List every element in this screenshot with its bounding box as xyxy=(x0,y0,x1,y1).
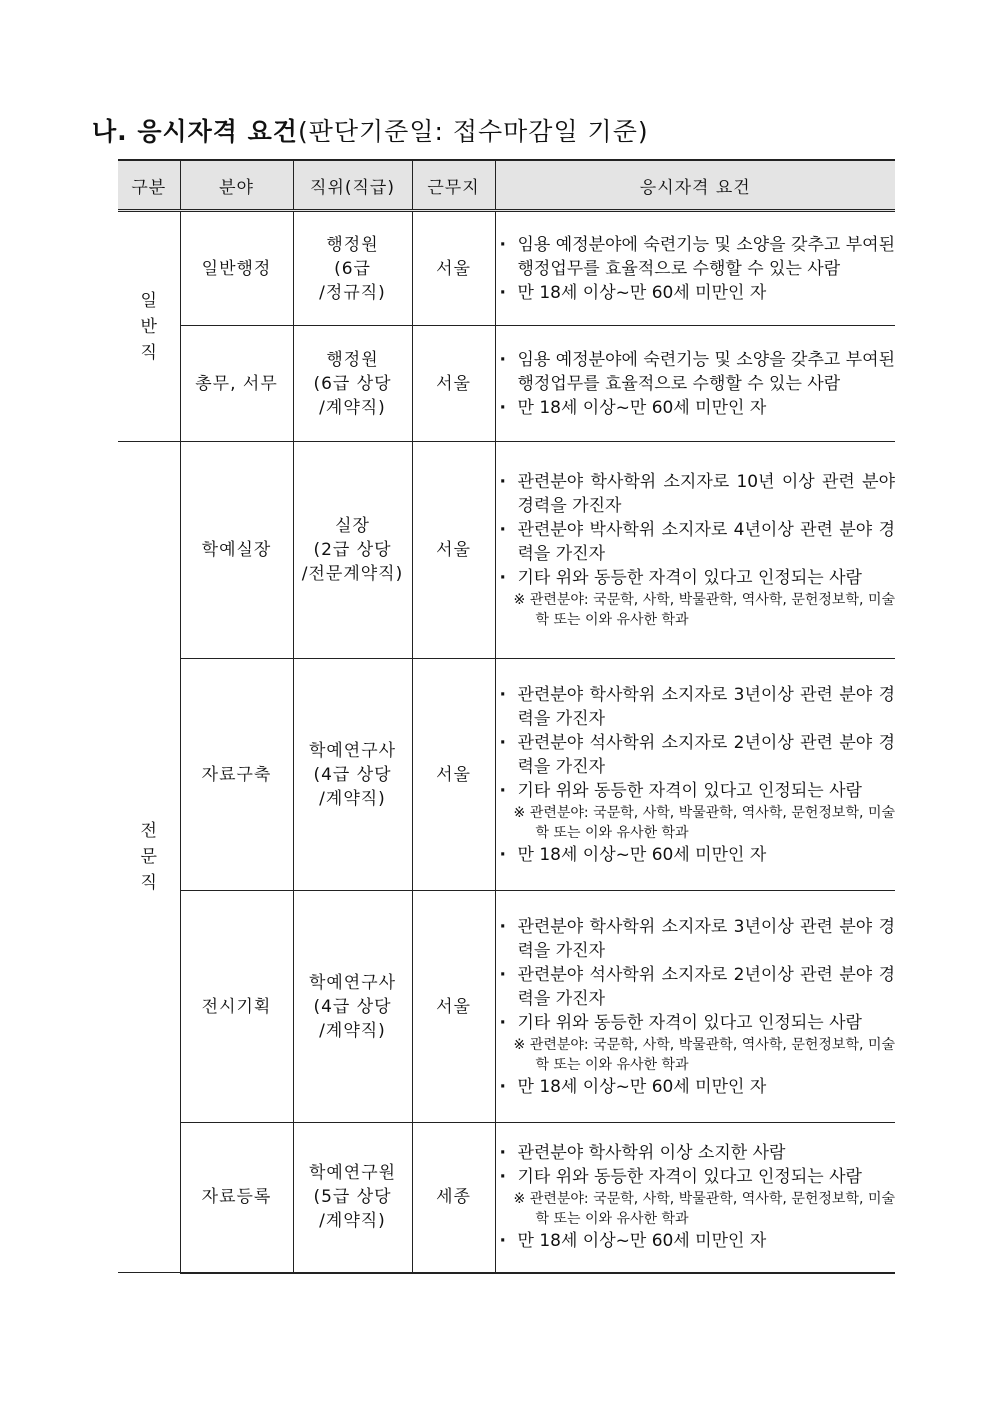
position-line: 학예연구원 xyxy=(308,1163,397,1184)
position-line: 학예연구사 xyxy=(308,972,397,993)
header-position: 직위(직급) xyxy=(293,160,412,211)
position-line: 행정원 xyxy=(326,349,379,370)
requirement-item: · 만 18세 이상~만 60세 미만인 자 xyxy=(496,1075,896,1099)
section-heading xyxy=(92,112,649,148)
position-line: /계약직) xyxy=(319,1211,386,1232)
table-header-row xyxy=(118,160,895,211)
table-row xyxy=(118,442,895,659)
position-cell xyxy=(293,211,412,326)
requirement-item: · 만 18세 이상~만 60세 미만인 자 xyxy=(496,396,896,420)
location-cell: 세종 xyxy=(412,1123,495,1273)
table-row xyxy=(118,1123,895,1273)
requirements-cell xyxy=(495,659,895,891)
position-line: (6급 상당 xyxy=(313,373,392,394)
requirement-item: · 만 18세 이상~만 60세 미만인 자 xyxy=(496,843,896,867)
requirement-item: · 만 18세 이상~만 60세 미만인 자 xyxy=(496,281,896,305)
position-cell xyxy=(293,1123,412,1273)
requirements-cell xyxy=(495,442,895,659)
requirement-item: · 관련분야 학사학위 소지자로 3년이상 관련 분야 경력을 가진자 xyxy=(496,915,896,963)
position-line: (2급 상당 xyxy=(313,540,392,560)
position-line: (4급 상당 xyxy=(313,764,392,785)
position-line: /계약직) xyxy=(319,1020,386,1041)
location-cell: 서울 xyxy=(412,891,495,1123)
requirements-cell xyxy=(495,326,895,442)
field-cell: 전시기획 xyxy=(180,891,293,1123)
category-cell xyxy=(118,442,180,1273)
requirements-cell xyxy=(495,891,895,1123)
requirement-item: · 관련분야 학사학위 소지자로 10년 이상 관련 분야 경력을 가진자 xyxy=(496,470,896,518)
requirement-item: · 관련분야 학사학위 이상 소지한 사람 xyxy=(496,1141,896,1165)
requirement-note: ※ 관련분야: 국문학, 사학, 박물관학, 역사학, 문헌정보학, 미술학 또는 이와 유사한 학과 xyxy=(513,592,895,628)
header-requirements: 응시자격 요건 xyxy=(495,160,895,211)
requirement-item: · 기타 위와 동등한 자격이 있다고 인정되는 사람 xyxy=(496,779,896,803)
location-cell: 서울 xyxy=(412,659,495,891)
table-row xyxy=(118,659,895,891)
header-field: 분야 xyxy=(180,160,293,211)
position-cell xyxy=(293,659,412,891)
category-label: 전문직 xyxy=(140,821,157,893)
category-cell xyxy=(118,211,180,442)
field-cell: 일반행정 xyxy=(180,211,293,326)
field-cell: 자료등록 xyxy=(180,1123,293,1273)
position-line: 실장 xyxy=(335,516,370,536)
requirements-cell xyxy=(495,211,895,326)
position-cell xyxy=(293,326,412,442)
requirement-item: · 임용 예정분야에 숙련기능 및 소양을 갖추고 부여된 행정업무를 효율적으로 수행할 수 있는 사람 xyxy=(496,348,896,396)
table-row xyxy=(118,891,895,1123)
requirement-note: ※ 관련분야: 국문학, 사학, 박물관학, 역사학, 문헌정보학, 미술학 또는 이와 유사한 학과 xyxy=(513,1191,895,1228)
qualification-table xyxy=(118,159,895,1274)
requirement-item: · 관련분야 석사학위 소지자로 2년이상 관련 분야 경력을 가진자 xyxy=(496,963,896,1011)
position-line: (5급 상당 xyxy=(313,1187,392,1208)
requirement-item: · 만 18세 이상~만 60세 미만인 자 xyxy=(496,1229,896,1253)
position-line: /계약직) xyxy=(319,397,386,418)
field-cell: 학예실장 xyxy=(180,442,293,659)
position-line: /정규직) xyxy=(319,282,386,303)
position-line: 학예연구사 xyxy=(308,740,397,761)
position-line: 행정원 xyxy=(326,234,379,255)
requirement-item: · 기타 위와 동등한 자격이 있다고 인정되는 사람 xyxy=(496,1011,896,1035)
position-cell xyxy=(293,891,412,1123)
requirement-note: ※ 관련분야: 국문학, 사학, 박물관학, 역사학, 문헌정보학, 미술학 또는 이와 유사한 학과 xyxy=(513,1036,895,1073)
position-line: (6급 xyxy=(334,258,371,279)
position-line: /계약직) xyxy=(319,788,386,809)
location-cell: 서울 xyxy=(412,442,495,659)
requirement-item: · 기타 위와 동등한 자격이 있다고 인정되는 사람 xyxy=(496,1165,896,1189)
field-cell: 총무, 서무 xyxy=(180,326,293,442)
position-line: /전문계약직) xyxy=(301,564,404,584)
requirement-item: · 기타 위와 동등한 자격이 있다고 인정되는 사람 xyxy=(496,566,896,590)
position-cell xyxy=(293,442,412,659)
header-location: 근무지 xyxy=(412,160,495,211)
requirement-item: · 임용 예정분야에 숙련기능 및 소양을 갖추고 부여된 행정업무를 효율적으로 수행할 수 있는 사람 xyxy=(496,233,896,281)
table-row xyxy=(118,326,895,442)
section-heading-title: 나. 응시자격 요건 xyxy=(92,117,298,146)
location-cell: 서울 xyxy=(412,211,495,326)
header-category: 구분 xyxy=(118,160,180,211)
category-label: 일반직 xyxy=(140,290,157,363)
section-heading-basis: (판단기준일: 접수마감일 기준) xyxy=(297,117,649,146)
requirements-cell xyxy=(495,1123,895,1273)
requirement-item: · 관련분야 박사학위 소지자로 4년이상 관련 분야 경력을 가진자 xyxy=(496,518,896,566)
field-cell: 자료구축 xyxy=(180,659,293,891)
requirement-item: · 관련분야 학사학위 소지자로 3년이상 관련 분야 경력을 가진자 xyxy=(496,683,896,731)
position-line: (4급 상당 xyxy=(313,996,392,1017)
requirement-note: ※ 관련분야: 국문학, 사학, 박물관학, 역사학, 문헌정보학, 미술학 또는 이와 유사한 학과 xyxy=(513,804,895,841)
table-row xyxy=(118,211,895,326)
requirement-item: · 관련분야 석사학위 소지자로 2년이상 관련 분야 경력을 가진자 xyxy=(496,731,896,779)
location-cell: 서울 xyxy=(412,326,495,442)
